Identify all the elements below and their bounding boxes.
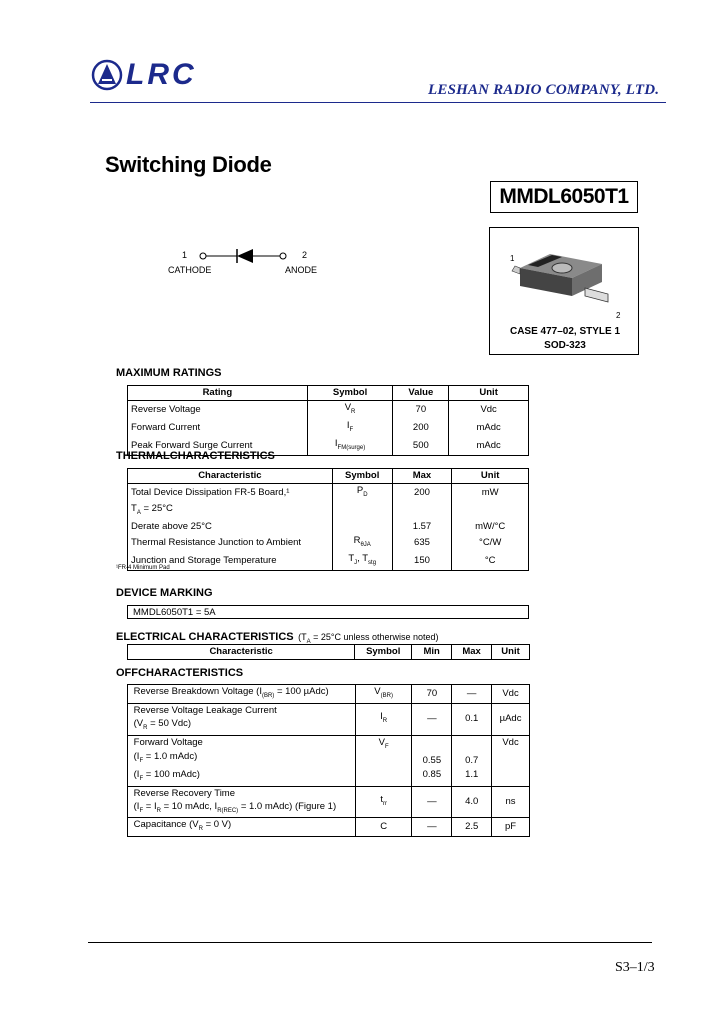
col-unit: Unit xyxy=(492,645,530,660)
cell xyxy=(128,703,356,735)
cell xyxy=(307,401,393,419)
symbol: V xyxy=(374,686,381,697)
sub: F xyxy=(139,757,144,764)
text: T xyxy=(131,502,137,514)
symbol: , T xyxy=(357,552,369,564)
cell: — xyxy=(412,703,452,735)
text: (I xyxy=(133,768,140,780)
sub: R xyxy=(198,826,203,833)
symbol: I xyxy=(346,419,350,431)
symbol-sub: (BR) xyxy=(380,692,393,699)
text: = 1.0 mAdc) (Figure 1) xyxy=(238,800,337,812)
col-rating: Rating xyxy=(128,386,308,401)
symbol-sub: R xyxy=(351,408,356,415)
sub: A xyxy=(136,509,141,516)
text: = 25°C unless otherwise noted) xyxy=(313,632,439,642)
cell: µAdc xyxy=(492,703,530,735)
cell: Vdc xyxy=(492,685,530,704)
electrical-title: ELECTRICAL CHARACTERISTICS xyxy=(116,631,294,643)
text: = 25°C xyxy=(140,502,173,514)
symbol: I xyxy=(380,711,383,723)
col-max: Max xyxy=(392,469,452,484)
cell: 500 xyxy=(393,437,449,455)
pin2-label: 2 xyxy=(302,250,308,260)
symbol-sub: stg xyxy=(368,559,377,566)
text: (I xyxy=(133,750,140,762)
thermal-title: THERMALCHARACTERISTICS xyxy=(116,450,275,462)
cell xyxy=(412,735,452,786)
sub: (BR) xyxy=(261,692,275,699)
cell xyxy=(332,484,392,502)
text: Capacitance (V xyxy=(133,819,199,831)
cell: 200 xyxy=(392,484,452,502)
cell: 1.57 xyxy=(392,520,452,534)
symbol: R xyxy=(353,534,361,546)
case-style: CASE 477–02, STYLE 1 xyxy=(509,326,621,337)
electrical-condition xyxy=(298,632,439,645)
value: 0.85 xyxy=(422,768,442,780)
table-row xyxy=(128,534,529,552)
cell xyxy=(128,818,356,837)
package-pin1: 1 xyxy=(510,254,515,263)
table-row xyxy=(128,401,529,419)
table-row xyxy=(128,818,530,837)
anode-label: ANODE xyxy=(285,265,318,275)
table-row xyxy=(128,735,530,786)
symbol: I xyxy=(334,437,338,449)
text: Forward Voltage xyxy=(133,736,203,748)
thermal-table xyxy=(127,468,529,571)
cell: 635 xyxy=(392,534,452,552)
col-characteristic: Characteristic xyxy=(128,469,333,484)
cell xyxy=(392,502,452,520)
off-characteristics-table xyxy=(127,684,530,837)
cell xyxy=(128,786,356,818)
col-symbol: Symbol xyxy=(307,386,393,401)
logo-text: LRC xyxy=(126,58,197,91)
col-value: Value xyxy=(393,386,449,401)
cell: mW/°C xyxy=(452,520,529,534)
value: 0.7 xyxy=(465,754,479,766)
cell: °C xyxy=(452,552,529,570)
value: 1.1 xyxy=(465,768,479,780)
text: Reverse Recovery Time xyxy=(133,787,236,799)
text: = 100 µAdc) xyxy=(274,686,329,697)
cell xyxy=(355,735,412,786)
text: Reverse Breakdown Voltage (I xyxy=(133,686,262,697)
cell xyxy=(355,786,412,818)
table-row xyxy=(128,685,530,704)
table-row xyxy=(128,502,529,520)
symbol-sub: F xyxy=(349,426,354,433)
cathode-label: CATHODE xyxy=(168,265,212,275)
cell xyxy=(355,685,412,704)
package-box xyxy=(489,227,639,355)
symbol: T xyxy=(348,552,355,564)
table-row xyxy=(128,786,530,818)
symbol-sub: F xyxy=(384,743,389,750)
cell: 70 xyxy=(393,401,449,419)
cell: Thermal Resistance Junction to Ambient xyxy=(128,534,333,552)
sub: R(REC) xyxy=(217,807,239,814)
text: = 100 mAdc) xyxy=(143,768,200,780)
cell: — xyxy=(412,818,452,837)
cell: mW xyxy=(452,484,529,502)
col-unit: Unit xyxy=(452,469,529,484)
text: = 1.0 mAdc) xyxy=(143,750,198,762)
sub: F xyxy=(139,775,144,782)
device-marking-box xyxy=(127,605,529,619)
sub: F xyxy=(139,807,144,814)
cell: 70 xyxy=(412,685,452,704)
cell xyxy=(128,735,356,786)
cell: 4.0 xyxy=(452,786,492,818)
cell xyxy=(452,502,529,520)
cell: C xyxy=(355,818,412,837)
text: (T xyxy=(298,632,307,642)
cell xyxy=(128,502,333,520)
table-row xyxy=(128,484,529,502)
text: = 10 mAdc, I xyxy=(160,800,218,812)
symbol: V xyxy=(378,736,385,748)
page-title: Switching Diode xyxy=(105,152,272,177)
max-ratings-table xyxy=(127,385,529,456)
cell: Junction and Storage Temperature xyxy=(128,552,333,570)
cell: pF xyxy=(492,818,530,837)
text: = 50 Vdc) xyxy=(147,717,192,729)
cell: 0.1 xyxy=(452,703,492,735)
cell: — xyxy=(412,786,452,818)
sub: A xyxy=(306,638,311,645)
symbol-sub: D xyxy=(363,491,368,498)
cell: °C/W xyxy=(452,534,529,552)
text: = I xyxy=(143,800,157,812)
company-name: LESHAN RADIO COMPANY, LTD. xyxy=(428,82,660,98)
diode-schematic xyxy=(165,246,325,278)
electrical-header-table xyxy=(127,644,530,660)
value: 0.55 xyxy=(422,754,442,766)
device-marking-text: MMDL6050T1 = 5A xyxy=(133,607,216,618)
part-number: MMDL6050T1 xyxy=(490,181,638,213)
symbol-sub: R xyxy=(382,718,388,725)
footer-rule xyxy=(88,942,652,943)
col-min: Min xyxy=(412,645,452,660)
symbol-sub: J xyxy=(354,559,358,566)
cell xyxy=(355,703,412,735)
cell: Forward Current xyxy=(128,419,308,437)
table-row xyxy=(128,703,530,735)
table-row xyxy=(128,419,529,437)
symbol-sub: rr xyxy=(382,800,387,807)
header-rule xyxy=(90,102,666,103)
text: (V xyxy=(133,717,144,729)
cell: Vdc xyxy=(449,401,529,419)
col-characteristic: Characteristic xyxy=(128,645,355,660)
electrical-title-line xyxy=(116,627,439,645)
sub: R xyxy=(143,724,148,731)
cell xyxy=(332,534,392,552)
cell: Derate above 25°C xyxy=(128,520,333,534)
cell xyxy=(492,735,530,786)
sub: R xyxy=(156,807,161,814)
package-image xyxy=(490,228,640,318)
cell: mAdc xyxy=(449,419,529,437)
symbol-sub: θJA xyxy=(360,541,371,548)
cell xyxy=(307,437,393,455)
symbol: V xyxy=(344,402,352,413)
cell: 2.5 xyxy=(452,818,492,837)
package-pin2: 2 xyxy=(616,311,621,320)
symbol: P xyxy=(356,485,364,496)
page-number: S3–1/3 xyxy=(615,960,655,975)
col-symbol: Symbol xyxy=(355,645,412,660)
text: (I xyxy=(133,800,140,812)
off-characteristics-title: OFFCHARACTERISTICS xyxy=(116,667,244,679)
cell: Reverse Voltage xyxy=(128,401,308,419)
cell: Peak Forward Surge Current xyxy=(128,437,308,455)
device-marking-title: DEVICE MARKING xyxy=(116,587,213,599)
package-type: SOD-323 xyxy=(544,340,586,351)
cell: Total Device Dissipation FR-5 Board,¹ xyxy=(128,484,333,502)
thermal-footnote: ¹FR-4 Minimum Pad xyxy=(116,565,170,571)
value: Vdc xyxy=(502,736,519,748)
cell: 150 xyxy=(392,552,452,570)
symbol: t xyxy=(380,794,383,806)
table-row xyxy=(128,552,529,570)
cell xyxy=(307,419,393,437)
max-ratings-title: MAXIMUM RATINGS xyxy=(116,367,222,379)
symbol-sub: FM(surge) xyxy=(337,444,366,451)
cell xyxy=(452,735,492,786)
cell: mAdc xyxy=(449,437,529,455)
col-symbol: Symbol xyxy=(332,469,392,484)
lrc-logo xyxy=(90,56,215,96)
cell xyxy=(332,502,392,520)
cell xyxy=(332,552,392,570)
cell xyxy=(128,685,356,704)
cell xyxy=(332,520,392,534)
cell: 200 xyxy=(393,419,449,437)
col-unit: Unit xyxy=(449,386,529,401)
text: Reverse Voltage Leakage Current xyxy=(133,704,277,716)
pin1-label: 1 xyxy=(182,250,188,260)
cell: ns xyxy=(492,786,530,818)
text: = 0 V) xyxy=(202,819,232,831)
table-row xyxy=(128,520,529,534)
cell: — xyxy=(452,685,492,704)
col-max: Max xyxy=(452,645,492,660)
